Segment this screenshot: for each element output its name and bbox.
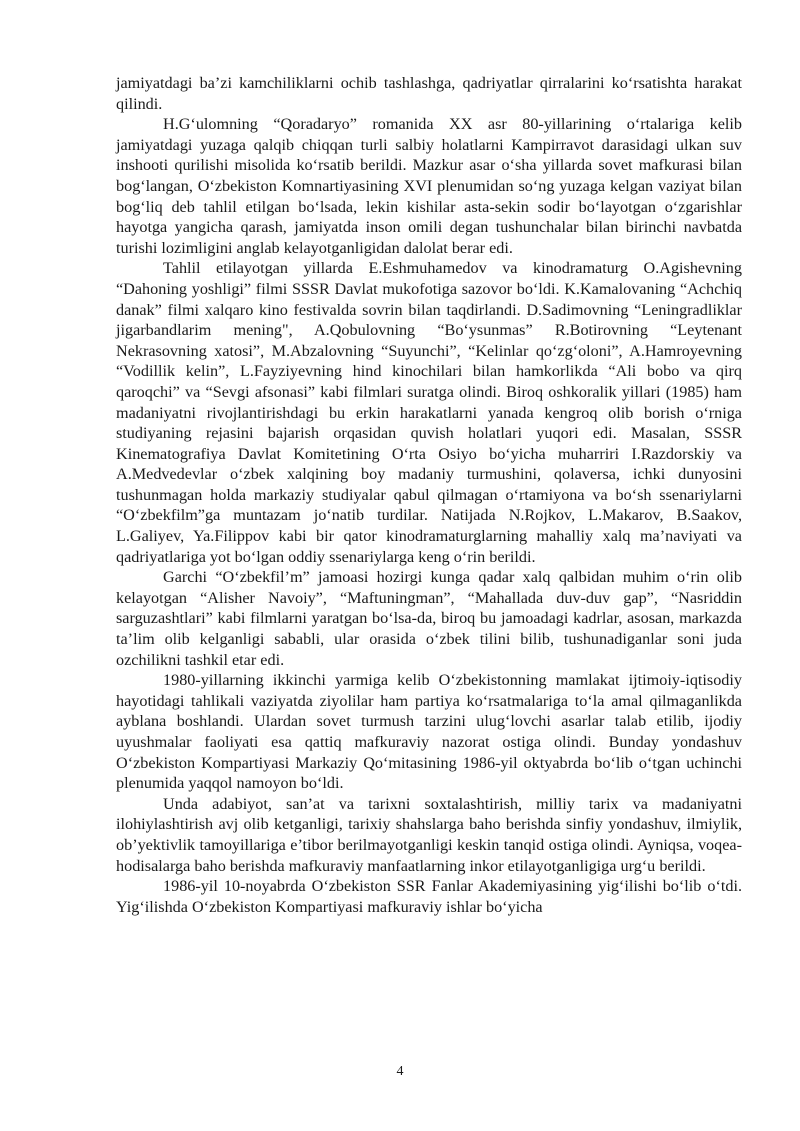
page-number: 4	[396, 1064, 404, 1079]
paragraph-uzbekfilm: Garchi “O‘zbekfil’m” jamoasi hozirgi kunga qadar xalq qalbidan muhim o‘rin olib kelayotgan “Alisher Navoiy”, “Maftuningman”, “Mahallada duv-duv gap”, “Nasriddin sarguzashtlari” kabi filmlarni yaratgan bo‘lsa-da, biroq bu jamoadagi kadrlar, asosan, markazda ta’lim olib kelganligi sababli, ular orasida o‘zbek tilini bilib, tushunadiganlar soni juda ozchilikni tashkil etar edi.	[116, 568, 742, 669]
paragraph-continuation: jamiyatdagi ba’zi kamchiliklarni ochib tashlashga, qadriyatlar qirralarini ko‘rsatishta harakat qilindi.	[116, 74, 742, 113]
paragraph-criticism: Unda adabiyot, san’at va tarixni soxtalashtirish, milliy tarix va madaniyatni ilohiylashtirish avj olib ketganligi, tarixiy shahslarga baho berishda sinfiy yondashuv, ilmiylik, ob’yektivlik tamoyillariga e’tibor berilmayotganligi keskin tanqid ostiga olindi. Ayniqsa, voqea-hodisalarga baho berishda mafkuraviy manfaatlarning inkor etilayotganligiga urg‘u berildi.	[116, 794, 742, 875]
paragraph-qoradaryo: H.G‘ulomning “Qoradaryo” romanida XX asr 80-yillarining o‘rtalariga kelib jamiyatdagi yuzaga qalqib chiqqan turli salbiy holatlarni Kampirravot darasidagi ulkan suv inshooti qurilishi misolida ko‘rsatib berildi. Mazkur asar o‘sha yillarda sovet mafkurasi bilan bog‘langan, O‘zbekiston Komnartiyasining XVI plenumidan so‘ng yuzaga kelgan vaziyat bilan bog‘liq deb tahlil etilgan bo‘lsada, lekin kishilar asta-sekin sodir bo‘layotgan o‘zgarishlar hayotga yangicha qarash, jamiyatda inson omili degan tushunchalar bilan birinchi navbatda turishi lozimligini anglab kelayotganligidan dalolat berar edi.	[116, 115, 742, 257]
document-body	[116, 73, 742, 917]
paragraph-academy-meeting: 1986-yil 10-noyabrda O‘zbekiston SSR Fanlar Akademiyasining yig‘ilishi bo‘lib o‘tdi. Yig‘ilishda O‘zbekiston Kompartiyasi mafkuraviy ishlar bo‘yicha	[116, 877, 742, 916]
paragraph-1980s: 1980-yillarning ikkinchi yarmiga kelib O‘zbekistonning mamlakat ijtimoiy-iqtisodiy hayotidagi tahlikali vaziyatda ziyolilar ham partiya ko‘rsatmalariga to‘la amal qilmaganlikda ayblana boshlandi. Ulardan sovet turmush tarzini ulug‘lovchi asarlar talab etilib, ijodiy uyushmalar faoliyati esa qattiq mafkuraviy nazorat ostiga olindi. Bunday yondashuv O‘zbekiston Kompartiyasi Markaziy Qo‘mitasining 1986-yil oktyabrda bo‘lib o‘tgan uchinchi plenumida yaqqol namoyon bo‘ldi.	[116, 671, 742, 793]
paragraph-films: Tahlil etilayotgan yillarda E.Eshmuhamedov va kinodramaturg O.Agishevning “Dahoning yoshligi” filmi SSSR Davlat mukofotiga sazovor bo‘ldi. K.Kamalovaning “Achchiq danak” filmi xalqaro kino festivalda sovrin bilan taqdirlandi. D.Sadimovning “Leningradliklar jigarbandlarim mening", A.Qobulovning “Bo‘ysunmas” R.Botirovning “Leytenant Nekrasovning xatosi”, M.Abzalovning “Suyunchi”, “Kelinlar qo‘zg‘oloni”, A.Hamroyevning “Vodillik kelin”, L.Fayziyevning hind kinochilari bilan hamkorlikda “Ali bobo va qirq qaroqchi” va “Sevgi afsonasi” kabi filmlari suratga olindi. Biroq oshkoralik yillari (1985) ham madaniyatni rivojlantirishdagi bu erkin harakatlarni yanada kengroq olib borish o‘rniga studiyaning rejasini bajarish orqasidan quvish holatlari yuqori edi. Masalan, SSSR Kinematografiya Davlat Komitetining O‘rta Osiyo bo‘yicha muharriri I.Razdorskiy va A.Medvedevlar o‘zbek xalqining boy madaniy turmushini, qolaversa, ichki dunyosini tushunmagan holda markaziy studiyalar qabul qilmagan o‘rtamiyona va bo‘sh ssenariylarni “O‘zbekfilm”ga muntazam jo‘natib turdilar. Natijada N.Rojkov, L.Makarov, B.Saakov, L.Galiyev, Ya.Filippov kabi bir qator kinodramaturglarning mahalliy xalq ma’naviyati va qadriyatlariga yot bo‘lgan oddiy ssenariylarga keng o‘rin berildi.	[116, 259, 742, 566]
